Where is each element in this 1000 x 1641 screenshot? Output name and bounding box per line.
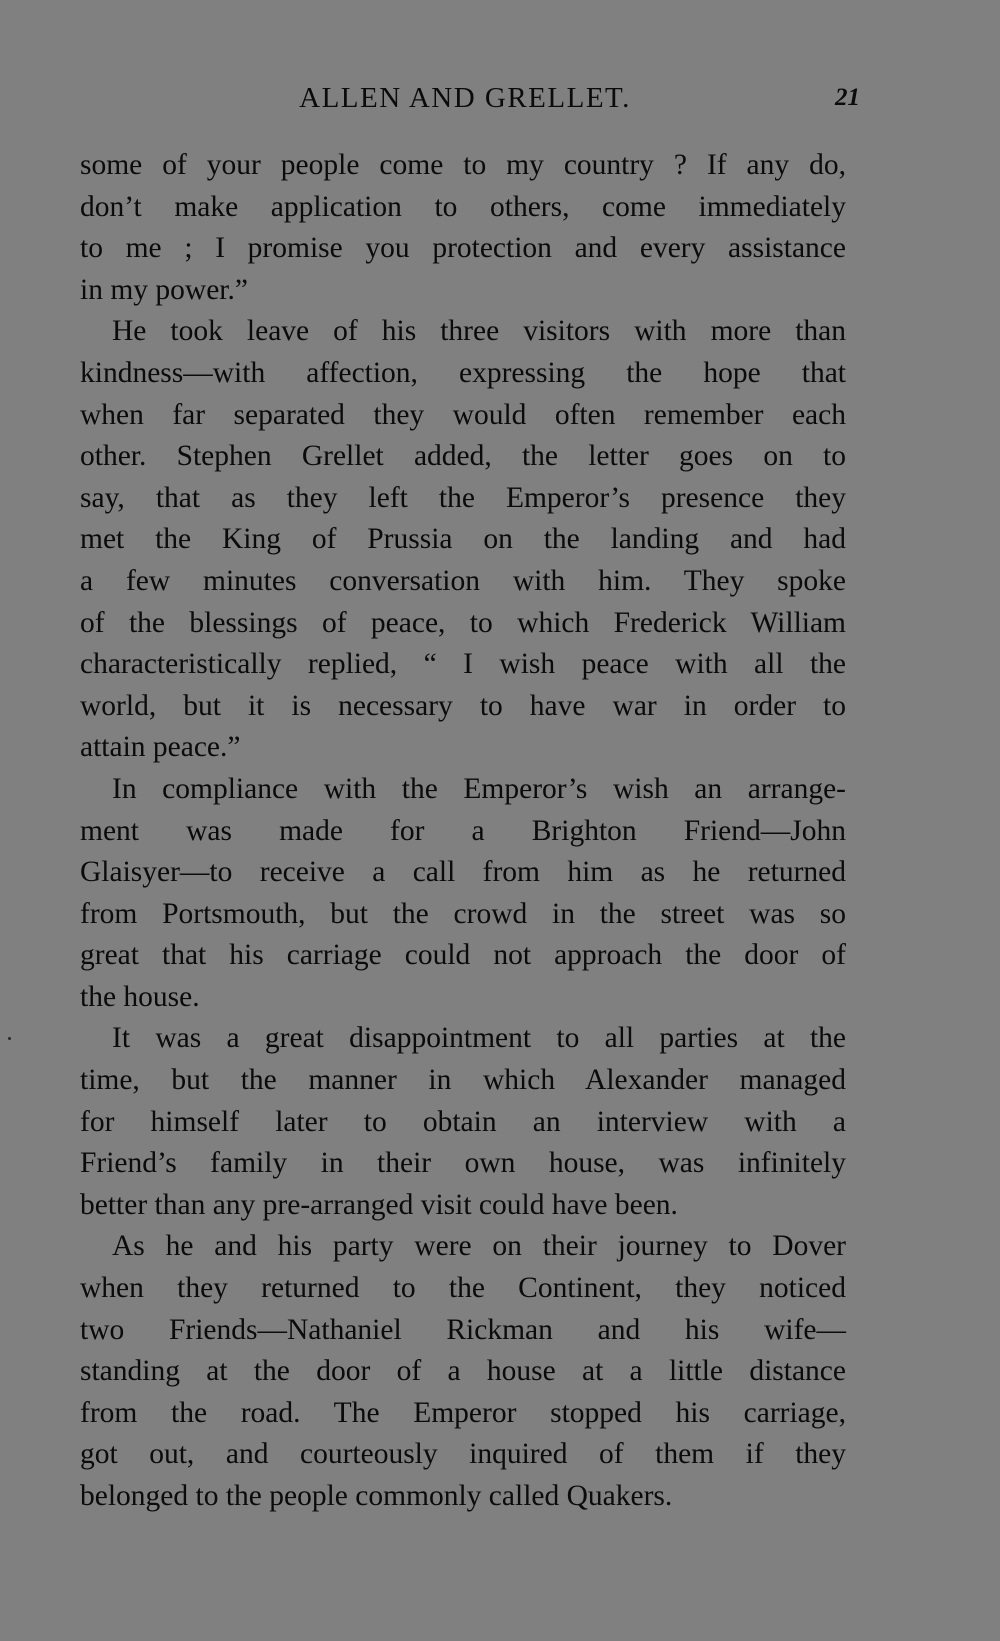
text-line: great that his carriage could not approach the door of [80,939,846,972]
scan-speck [8,1037,11,1040]
paragraph [80,1018,846,1226]
text-line: Friend’s family in their own house, was infinitely [80,1147,846,1180]
text-line: time, but the manner in which Alexander managed [80,1064,846,1097]
text-line: As he and his party were on their journey to Dover [112,1230,846,1263]
page-body-text [80,145,846,1518]
text-line: don’t make application to others, come immediately [80,190,846,223]
text-line: to me ; I promise you protection and every assistance [80,232,846,265]
text-line: Glaisyer—to receive a call from him as he returned [80,856,846,889]
text-line: from the road. The Emperor stopped his carriage, [80,1396,846,1429]
text-line: some of your people come to my country ? If any do, [80,149,846,181]
text-line: He took leave of his three visitors with more than [112,315,846,348]
text-line: for himself later to obtain an interview with a [80,1105,846,1138]
text-line: in my power.” [80,273,248,306]
text-line: ment was made for a Brighton Friend—John [80,814,846,847]
text-line: two Friends—Nathaniel Rickman and his wife— [80,1313,846,1346]
text-line: other. Stephen Grellet added, the letter goes on to [80,440,846,473]
paragraph [80,1226,846,1517]
text-line: got out, and courteously inquired of them if they [80,1438,846,1471]
text-line: the house. [80,980,200,1013]
page-header [70,80,860,120]
text-line: from Portsmouth, but the crowd in the street was so [80,897,846,930]
text-line: say, that as they left the Emperor’s presence they [80,481,846,514]
paragraph [80,311,846,769]
text-line: It was a great disappointment to all parties at the [112,1022,846,1055]
paragraph [80,145,846,311]
text-line: when far separated they would often remember each [80,398,846,431]
text-line: attain peace.” [80,731,241,764]
text-line: a few minutes conversation with him. They spoke [80,564,846,597]
running-title: ALLEN AND GRELLET. [299,82,631,114]
text-line: when they returned to the Continent, they noticed [80,1272,846,1305]
text-line: characteristically replied, “ I wish peace with all the [80,648,846,681]
text-line: belonged to the people commonly called Quakers. [80,1480,673,1512]
text-line: world, but it is necessary to have war in order to [80,689,846,722]
text-line: In compliance with the Emperor’s wish an arrange- [112,772,846,805]
text-line: kindness—with affection, expressing the hope that [80,356,846,389]
text-line: standing at the door of a house at a little distance [80,1355,846,1388]
text-line: of the blessings of peace, to which Frederick William [80,606,846,639]
page-number: 21 [835,84,860,111]
text-line: met the King of Prussia on the landing and had [80,523,846,556]
text-line: better than any pre-arranged visit could have been. [80,1188,678,1221]
paragraph [80,769,846,1019]
